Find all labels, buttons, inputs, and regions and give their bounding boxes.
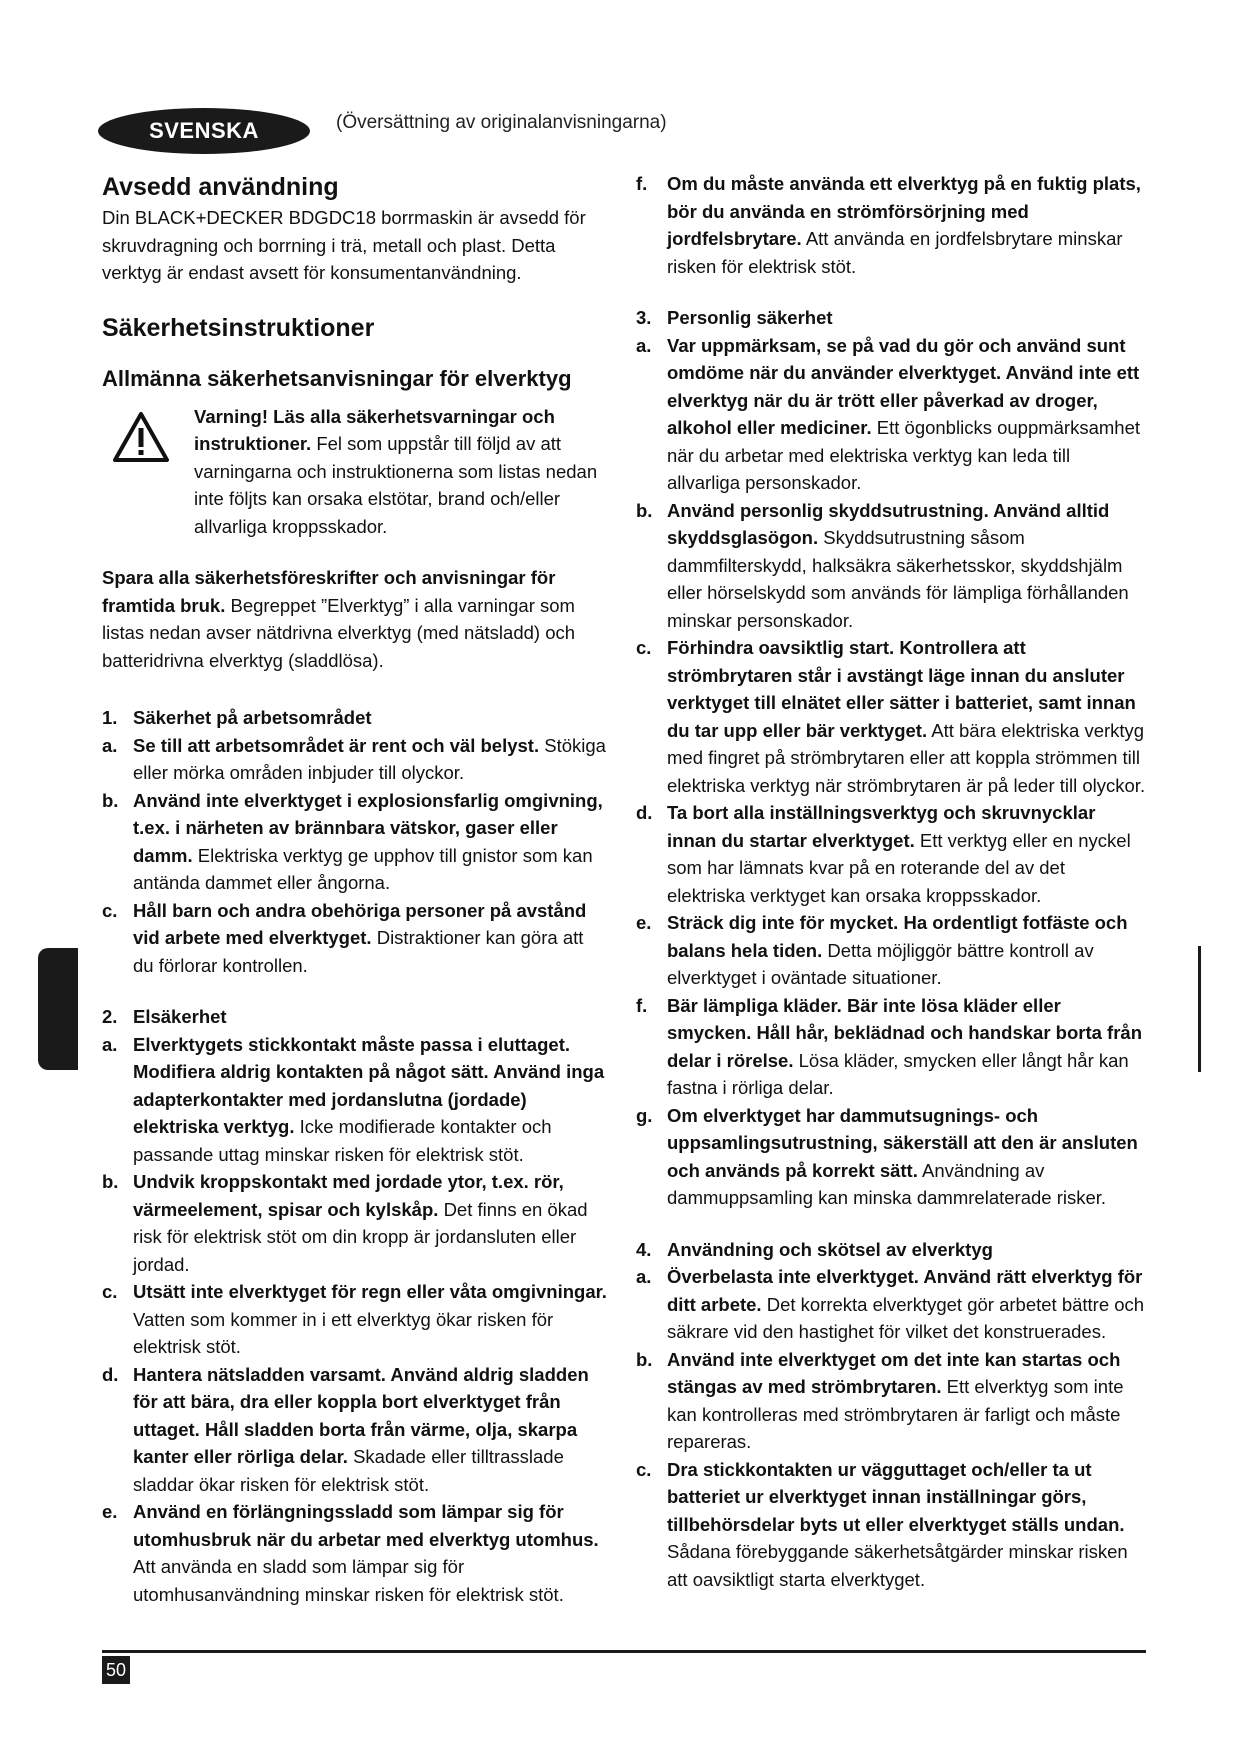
list-item: g. Om elverktyget har dammutsugnings- och uppsamlingsutrustning, säkerställ att den är ansluten och används på korrekt sätt. Användning av dammuppsamling kan minska dammrelaterade risker. xyxy=(636,1104,1138,1208)
intended-use-heading: Avsedd användning xyxy=(102,173,339,201)
section-work-area-heading: 1. Säkerhet på arbetsområdet xyxy=(102,707,372,728)
list-item: b. Använd personlig skyddsutrustning. Använd alltid skyddsglasögon. Skyddsutrustning såsom dammfilterskydd, halksäkra säkerhetsskor, skyddshjälm eller hörselskydd som används för lämpliga förhållanden minskar personskador. xyxy=(636,499,1129,631)
safety-heading: Säkerhetsinstruktioner xyxy=(102,313,375,342)
list-item: c. Förhindra oavsiktlig start. Kontrollera att strömbrytaren står i avstängt läge innan du ansluter verktyget till elnätet eller sätter i batteriet, samt innan du tar upp eller bär verktyget. Att bära elektriska verktyg med fingret på strömbrytaren eller att koppla strömmen till elektriska verktyg när strömbrytaren är på leder till olyckor. xyxy=(636,637,1146,796)
list-item: d. Ta bort alla inställningsverktyg och skruvnycklar innan du startar elverktyget. Ett verktyg eller en nyckel som har lämnats kvar på en roterande del av det elektriska verktyget kan orsaka kroppsskador. xyxy=(636,802,1131,906)
list-item: e. Sträck dig inte för mycket. Ha ordentligt fotfäste och balans hela tiden. Detta möjliggör bättre kontroll av elverktyget i oväntade situationer. xyxy=(636,912,1128,988)
margin-marker xyxy=(1198,946,1201,1072)
list-item: a. Se till att arbetsområdet är rent och väl belyst. Stökiga eller mörka områden inbjuder till olyckor. xyxy=(102,734,606,783)
list-item: b. Använd inte elverktyget i explosionsfarlig omgivning, t.ex. i närheten av brännbara vätskor, gaser eller damm. Elektriska verktyg ge upphov till gnistor som kan antända dammet eller ångorna. xyxy=(102,789,603,893)
list-item: b. Använd inte elverktyget om det inte kan startas och stängas av med strömbrytaren. Ett elverktyg som inte kan kontrolleras med strömbrytaren är farligt och måste repareras. xyxy=(636,1348,1124,1452)
general-safety-heading: Allmänna säkerhetsanvisningar för elverktyg xyxy=(102,365,572,391)
section-use-care-heading: 4. Användning och skötsel av elverktyg xyxy=(636,1238,993,1260)
list-item: e. Använd en förlängningssladd som lämpar sig för utomhusbruk när du arbetar med elverktyg utomhus. Att använda en sladd som lämpar sig för utomhusanvändning minskar risken för elektrisk stöt. xyxy=(102,1501,599,1605)
list-item: c. Håll barn och andra obehöriga personer på avstånd vid arbete med elverktyget. Distraktioner kan göra att du förlorar kontrollen. xyxy=(102,899,587,976)
warning-triangle-icon xyxy=(112,411,170,463)
warning-text: Varning! Läs alla säkerhetsvarningar och instruktioner. Fel som uppstår till följd av att varningarna och instruktionerna som listas nedan inte följts kan orsaka elstötar, brand och/eller allvarliga kroppsskador. xyxy=(194,405,598,537)
list-item: f. Bär lämpliga kläder. Bär inte lösa kläder eller smycken. Håll hår, beklädnad och handskar borta från delar i rörelse. Lösa kläder, smycken eller långt hår kan fastna i rörliga delar. xyxy=(636,994,1142,1098)
footer-rule xyxy=(102,1650,1146,1653)
section-electrical-heading: 2. Elsäkerhet xyxy=(102,1006,227,1027)
translation-subtitle: (Översättning av originalanvisningarna) xyxy=(336,112,667,133)
list-item: b. Undvik kroppskontakt med jordade ytor, t.ex. rör, värmeelement, spisar och kylskåp. Det finns en ökad risk för elektrisk stöt om din kropp är jordansluten eller jordad. xyxy=(102,1171,588,1275)
warning-block xyxy=(102,403,607,541)
list-item: a. Var uppmärksam, se på vad du gör och använd sunt omdöme när du använder elverktyget. Använd inte ett elverktyg när du är trött eller påverkad av droger, alkohol eller mediciner. Ett ögonblicks ouppmärksamhet när du arbetar med elektriska verktyg kan leda till allvarliga personskador. xyxy=(636,334,1141,493)
list-item: c. Dra stickkontakten ur vägguttaget och/eller ta ut batteriet ur elverktyget innan inställningar görs, tillbehörsdelar byts ut eller elverktyget ställs undan. Sådana förebyggande säkerhetsåtgärder minskar risken att oavsiktligt starta elverktyget. xyxy=(636,1458,1128,1590)
list-item: a. Elverktygets stickkontakt måste passa i eluttaget. Modifiera aldrig kontakten på något sätt. Använd inga adapterkontakter med jordanslutna (jordade) elektriska verktyg. Icke modifierade kontakter och passande uttag minskar risken för elektrisk stöt. xyxy=(102,1033,605,1165)
right-column xyxy=(636,170,1146,1593)
language-badge: SVENSKA xyxy=(98,108,310,154)
intended-use-text: Din BLACK+DECKER BDGDC18 borrmaskin är avsedd för skruvdragning och borrning i trä, metall och plast. Detta verktyg är endast avsett för konsumentanvändning. xyxy=(102,207,586,283)
section-thumb-tab xyxy=(38,948,78,1070)
page-number: 50 xyxy=(102,1656,130,1684)
save-instructions: Spara alla säkerhetsföreskrifter och anvisningar för framtida bruk. Begreppet ”Elverktyg” i alla varningar som listas nedan avser nätdrivna elverktyg (med nätsladd) och batteridrivna elverktyg (sladdlösa). xyxy=(102,567,576,671)
section-personal-heading: 3. Personlig säkerhet xyxy=(636,307,833,328)
left-column xyxy=(102,170,607,1608)
list-item: c. Utsätt inte elverktyget för regn eller våta omgivningar. Vatten som kommer in i ett elverktyg ökar risken för elektrisk stöt. xyxy=(102,1281,607,1357)
list-item: a. Överbelasta inte elverktyget. Använd rätt elverktyg för ditt arbete. Det korrekta elverktyget gör arbetet bättre och säkrare vid den hastighet för vilket det konstruerades. xyxy=(636,1266,1145,1342)
list-item: f. Om du måste använda ett elverktyg på en fuktig plats, bör du använda en strömförsörjning med jordfelsbrytare. Att använda en jordfelsbrytare minskar risken för elektrisk stöt. xyxy=(636,173,1141,277)
list-item: d. Hantera nätsladden varsamt. Använd aldrig sladden för att bära, dra eller koppla bort elverktyget från uttaget. Håll sladden borta från värme, olja, skarpa kanter eller rörliga delar. Skadade eller tilltrasslade sladdar ökar risken för elektrisk stöt. xyxy=(102,1363,589,1495)
